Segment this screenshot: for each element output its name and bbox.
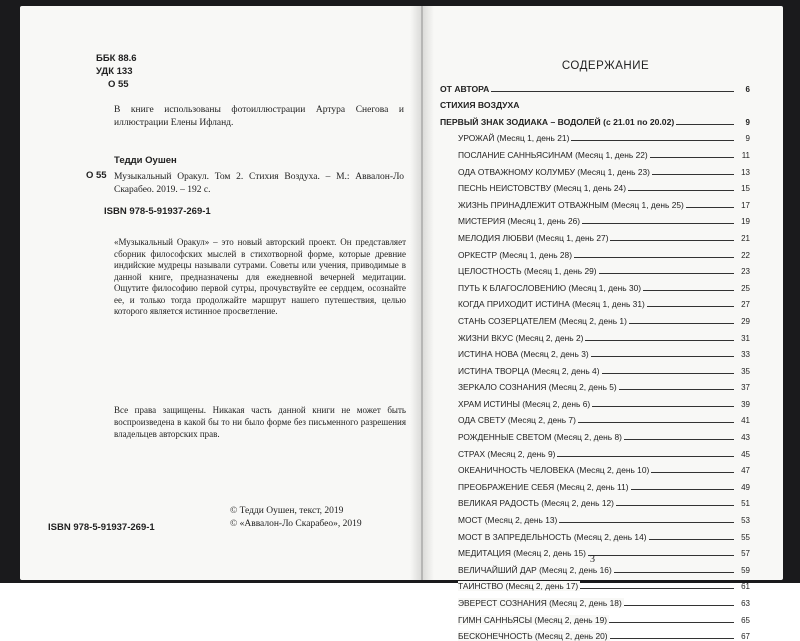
toc-entry <box>440 525 750 542</box>
toc-entry <box>440 442 750 459</box>
toc-leader-line <box>602 372 735 374</box>
toc-leader-line <box>599 272 734 274</box>
toc-entry-page: 27 <box>741 300 750 310</box>
toc-entry-page: 43 <box>741 433 750 443</box>
toc-leader-line <box>624 438 734 440</box>
toc-entry-page: 51 <box>741 499 750 509</box>
toc-leader-line <box>624 604 734 606</box>
classification-block <box>96 52 137 91</box>
toc-entry <box>440 591 750 608</box>
toc-leader-line <box>580 587 734 589</box>
toc-entry-title: СТАНЬ СОЗЕРЦАТЕЛЕМ (Месяц 2, день 1) <box>458 315 627 326</box>
toc-leader-line <box>619 388 734 390</box>
toc-entry-title: ИСТИНА НОВА (Месяц 2, день 3) <box>458 349 589 360</box>
toc-entry-page: 13 <box>741 167 750 177</box>
toc-entry-page: 9 <box>745 134 750 144</box>
toc-entry-page: 6 <box>745 84 750 94</box>
toc-entry <box>440 309 750 326</box>
annotation: «Музыкальный Оракул» – это новый авторский проект. Он представляет сборник философских мыслей в стихотворной форме, которые древние индийские мудрецы называли сутрами. Советы или учения, приводимые в данной книге, предназначены для ежедневной вечерней медитации. Ощутите философию первой сутры, прочувствуйте ее сердцем, осознайте ее, и только тогда продолжайте маршрут нашего путешествия, целью которого является истинное просветление. <box>114 237 406 316</box>
toc-leader-line <box>649 538 734 540</box>
toc-entry-title: ОДА ОТВАЖНОМУ КОЛУМБУ (Месяц 1, день 23) <box>458 166 650 177</box>
toc-entry <box>440 326 750 343</box>
toc-leader-line <box>628 189 734 191</box>
toc-entry-title: ГИМН САННЬЯСЫ (Месяц 2, день 19) <box>458 614 608 625</box>
toc-entry-title: ВЕЛИКАЯ РАДОСТЬ (Месяц 2, день 12) <box>458 498 614 509</box>
toc-entry-page: 9 <box>745 117 750 127</box>
toc-entry <box>440 425 750 442</box>
toc-entry-title: МЕЛОДИЯ ЛЮБВИ (Месяц 1, день 27) <box>458 232 609 243</box>
toc-entry-title: ЖИЗНЬ ПРИНАДЛЕЖИТ ОТВАЖНЫМ (Месяц 1, день 25) <box>458 199 684 210</box>
toc-entry-title: МОСТ (Месяц 2, день 13) <box>458 515 558 526</box>
toc-leader-line <box>647 305 734 307</box>
toc-entry-page: 11 <box>741 150 750 160</box>
toc-entry-page: 63 <box>741 599 750 608</box>
book-gutter <box>410 6 434 580</box>
toc-entry-title: ИСТИНА ТВОРЦА (Месяц 2, день 4) <box>458 365 600 376</box>
toc-leader-line <box>574 256 734 258</box>
toc-entry-page: 17 <box>741 200 750 210</box>
toc-leader-line <box>676 123 734 125</box>
toc-entry-title: МИСТЕРИЯ (Месяц 1, день 26) <box>458 216 581 227</box>
toc-entry <box>440 343 750 360</box>
toc-entry-page: 49 <box>741 482 750 492</box>
rights-notice: Все права защищены. Никакая часть данной книги не может быть воспроизведена в какой бы то ни было форме без письменного разрешения владельцев авторских прав. <box>114 405 406 439</box>
toc-entry <box>440 243 750 260</box>
toc-entry-title: МОСТ В ЗАПРЕДЕЛЬНОСТЬ (Месяц 2, день 14) <box>458 531 647 542</box>
toc-entry-page: 22 <box>741 250 750 260</box>
page-number: 3 <box>590 554 595 565</box>
toc-entry <box>440 492 750 509</box>
toc-entry-title: ЗЕРКАЛО СОЗНАНИЯ (Месяц 2, день 5) <box>458 382 617 393</box>
toc-entry-page: 39 <box>741 399 750 409</box>
author-sign-code: О 55 <box>108 79 129 90</box>
toc-entry-page: 31 <box>741 333 750 343</box>
toc-entry-title: КОГДА ПРИХОДИТ ИСТИНА (Месяц 1, день 31) <box>458 299 645 310</box>
toc-entry <box>440 226 750 243</box>
toc-entry <box>440 177 750 194</box>
toc-entry-title: ТАИНСТВО (Месяц 2, день 17) <box>458 581 579 592</box>
toc-leader-line <box>629 322 734 324</box>
toc-entry-title: УРОЖАЙ (Месяц 1, день 21) <box>458 133 570 144</box>
toc-entry <box>440 94 750 111</box>
toc-leader-line <box>650 156 734 158</box>
toc-leader-line <box>591 355 734 357</box>
toc-entry-title: ХРАМ ИСТИНЫ (Месяц 2, день 6) <box>458 398 591 409</box>
copyright-publisher: © «Аввалон-Ло Скарабео», 2019 <box>230 519 362 529</box>
toc-entry <box>440 359 750 376</box>
toc-leader-line <box>616 504 734 506</box>
toc-entry-title: ОКЕАНИЧНОСТЬ ЧЕЛОВЕКА (Месяц 2, день 10) <box>458 465 650 476</box>
toc-leader-line <box>610 637 734 639</box>
toc-entry <box>440 376 750 393</box>
toc-entry-page: 35 <box>741 366 750 376</box>
toc-entry-title: ОДА СВЕТУ (Месяц 2, день 7) <box>458 415 576 426</box>
table-of-contents <box>440 77 750 641</box>
toc-leader-line <box>652 173 734 175</box>
photo-credits: В книге использованы фотоиллюстрации Артура Снегова и иллюстрации Елены Ифланд. <box>114 105 404 128</box>
toc-entry-title: ОРКЕСТР (Месяц 1, день 28) <box>458 249 573 260</box>
toc-entry-title: ПРЕОБРАЖЕНИЕ СЕБЯ (Месяц 2, день 11) <box>458 481 629 492</box>
toc-entry <box>440 276 750 293</box>
toc-leader-line <box>491 90 734 92</box>
toc-leader-line <box>557 455 734 457</box>
toc-entry-page: 23 <box>741 267 750 277</box>
toc-entry-title: МЕДИТАЦИЯ (Месяц 2, день 15) <box>458 548 586 559</box>
toc-entry <box>440 508 750 525</box>
toc-entry <box>440 77 750 94</box>
toc-leader-line <box>643 289 734 291</box>
toc-entry-page: 21 <box>741 233 750 243</box>
toc-leader-line <box>592 405 734 407</box>
toc-leader-line <box>686 206 734 208</box>
toc-entry-title: ЖИЗНИ ВКУС (Месяц 2, день 2) <box>458 332 584 343</box>
toc-entry <box>440 459 750 476</box>
toc-leader-line <box>571 139 734 141</box>
isbn-bottom: ISBN 978-5-91937-269-1 <box>48 522 155 533</box>
toc-entry-title: ПЕСНЬ НЕИСТОВСТВУ (Месяц 1, день 24) <box>458 183 626 194</box>
author-name: Тедди Оушен <box>114 155 177 166</box>
toc-entry-title: БЕСКОНЕЧНОСТЬ (Месяц 2, день 20) <box>458 631 608 641</box>
author-sign-side: О 55 <box>86 170 107 181</box>
toc-leader-line <box>609 621 734 623</box>
toc-entry <box>440 160 750 177</box>
toc-entry <box>440 608 750 625</box>
toc-entry-title: СТИХИЯ ВОЗДУХА <box>440 100 520 111</box>
toc-entry-title: ПУТЬ К БЛАГОСЛОВЕНИЮ (Месяц 1, день 30) <box>458 282 642 293</box>
toc-entry-title: РОЖДЕННЫЕ СВЕТОМ (Месяц 2, день 8) <box>458 432 622 443</box>
toc-entry <box>440 293 750 310</box>
toc-entry-page: 59 <box>741 565 750 575</box>
toc-entry-title: ПЕРВЫЙ ЗНАК ЗОДИАКА – ВОДОЛЕЙ (с 21.01 по 20.02) <box>440 116 675 127</box>
toc-entry-page: 41 <box>741 416 750 426</box>
toc-entry-page: 61 <box>741 582 750 592</box>
toc-entry-page: 57 <box>741 549 750 559</box>
toc-entry <box>440 143 750 160</box>
toc-entry-title: СТРАХ (Месяц 2, день 9) <box>458 448 556 459</box>
toc-leader-line <box>614 571 734 573</box>
toc-entry-title: ЦЕЛОСТНОСТЬ (Месяц 1, день 29) <box>458 266 597 277</box>
toc-entry <box>440 260 750 277</box>
toc-entry <box>440 475 750 492</box>
toc-entry-page: 25 <box>741 283 750 293</box>
toc-entry <box>440 392 750 409</box>
toc-leader-line <box>582 222 734 224</box>
toc-entry-page: 29 <box>741 316 750 326</box>
toc-entry-title: ПОСЛАНИЕ САННЬЯСИНАМ (Месяц 1, день 22) <box>458 149 648 160</box>
toc-entry-page: 33 <box>741 350 750 360</box>
toc-entry-page: 55 <box>741 532 750 542</box>
toc-entry-title: ОТ АВТОРА <box>440 83 490 94</box>
toc-entry <box>440 558 750 575</box>
toc-leader-line <box>631 488 734 490</box>
toc-entry-page: 19 <box>741 217 750 227</box>
toc-entry-page: 67 <box>741 632 750 641</box>
bbk-code: ББК 88.6 <box>96 53 137 64</box>
toc-entry-title: ЭВЕРЕСТ СОЗНАНИЯ (Месяц 2, день 18) <box>458 598 622 608</box>
toc-leader-line <box>585 339 734 341</box>
toc-entry-page: 53 <box>741 516 750 526</box>
toc-entry-page: 45 <box>741 449 750 459</box>
toc-entry <box>440 110 750 127</box>
toc-entry-title: ВЕЛИЧАЙШИЙ ДАР (Месяц 2, день 16) <box>458 564 612 575</box>
toc-leader-line <box>559 521 734 523</box>
toc-entry-page: 37 <box>741 383 750 393</box>
udk-code: УДК 133 <box>96 66 133 77</box>
toc-entry-page: 47 <box>741 466 750 476</box>
copyright-block <box>230 505 362 531</box>
isbn-top: ISBN 978-5-91937-269-1 <box>104 206 211 217</box>
toc-title: СОДЕРЖАНИЕ <box>561 60 650 72</box>
bibliographic-description: Музыкальный Оракул. Том 2. Стихия Воздуха. – М.: Аввалон-Ло Скарабео. 2019. – 192 с. <box>114 172 404 195</box>
copyright-text: © Тедди Оушен, текст, 2019 <box>230 506 344 516</box>
toc-entry <box>440 542 750 559</box>
toc-entry-page: 15 <box>741 184 750 194</box>
toc-leader-line <box>588 554 734 556</box>
toc-entry <box>440 409 750 426</box>
toc-leader-line <box>651 471 734 473</box>
toc-leader-line <box>610 239 734 241</box>
toc-entry <box>440 210 750 227</box>
toc-entry <box>440 193 750 210</box>
toc-entry <box>440 575 750 592</box>
toc-leader-line <box>578 421 734 423</box>
toc-entry <box>440 625 750 641</box>
toc-entry-page: 65 <box>741 615 750 625</box>
toc-entry <box>440 127 750 144</box>
